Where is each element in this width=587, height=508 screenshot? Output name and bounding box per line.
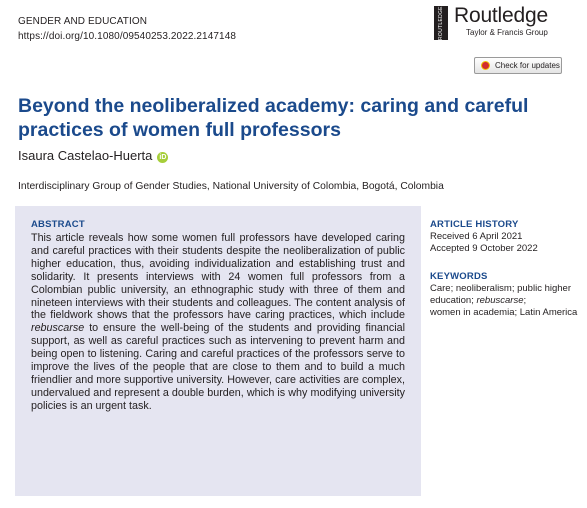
orcid-icon[interactable]: iD: [159, 154, 167, 161]
abstract-box: [15, 206, 421, 496]
keywords-section: [430, 271, 580, 319]
abstract-text: [31, 232, 405, 413]
abstract-italic-term: rebuscarse: [31, 322, 85, 335]
publisher-subtitle: Taylor & Francis Group: [466, 28, 548, 37]
journal-header: [18, 14, 236, 44]
doi-link[interactable]: https://doi.org/10.1080/09540253.2022.2147148: [18, 31, 237, 42]
check-for-updates-button[interactable]: [474, 57, 562, 74]
article-history-heading: ARTICLE HISTORY: [430, 219, 519, 230]
abstract-heading: ABSTRACT: [31, 219, 85, 230]
crossmark-icon: [481, 61, 490, 70]
keywords-part-1: Care; neoliberalism; public higher education;: [430, 283, 571, 306]
author-name[interactable]: Isaura Castelao-Huerta: [18, 148, 153, 163]
accepted-date: Accepted 9 October 2022: [430, 243, 538, 254]
keywords-part-2: ; women in academia; Latin America: [430, 295, 578, 318]
abstract-text-part-2: to ensure the well-being of the students and providing financial support, as well as careful practices such as intervening to prevent harm and being open to listening. Caring and careful practices of the professors serve to improve the lives of the people that are close to them and to build a much friendlier and more supportive university. However, care activities are complex, undervalued and represent a double burden, which is why modifying university policies is an urgent task.: [31, 322, 405, 412]
publisher-spine-text: ROUTLEDGE: [438, 6, 444, 40]
keywords-heading: KEYWORDS: [430, 271, 488, 282]
publisher-logo: [434, 4, 574, 44]
journal-name: GENDER AND EDUCATION: [18, 16, 148, 27]
author-line: [18, 148, 168, 164]
check-for-updates-label: Check for updates: [495, 61, 560, 70]
keywords-italic-term: rebuscarse: [476, 295, 524, 306]
article-history: [430, 219, 580, 255]
received-date: Received 6 April 2021: [430, 231, 523, 242]
keywords-list: [430, 283, 580, 319]
publisher-name: Routledge: [454, 4, 548, 27]
author-affiliation: Interdisciplinary Group of Gender Studies, National University of Colombia, Bogotá, Colombia: [18, 181, 444, 192]
abstract-text-part-1: This article reveals how some women full professors have developed caring and careful practices with their students despite the neoliberalization of public higher education, thus, avoiding individualization and establishing trust and solidarity. It presents interviews with 24 women full professors from a Colombian public university, an ethnographic study with three of them and nineteen interviews with their students and colleagues. The content analysis of the fieldwork shows that the professors have caring practices, which include: [31, 232, 405, 322]
article-title: Beyond the neoliberalized academy: caring and careful practices of women full professors: [18, 95, 529, 141]
routledge-book-icon: [434, 6, 448, 40]
